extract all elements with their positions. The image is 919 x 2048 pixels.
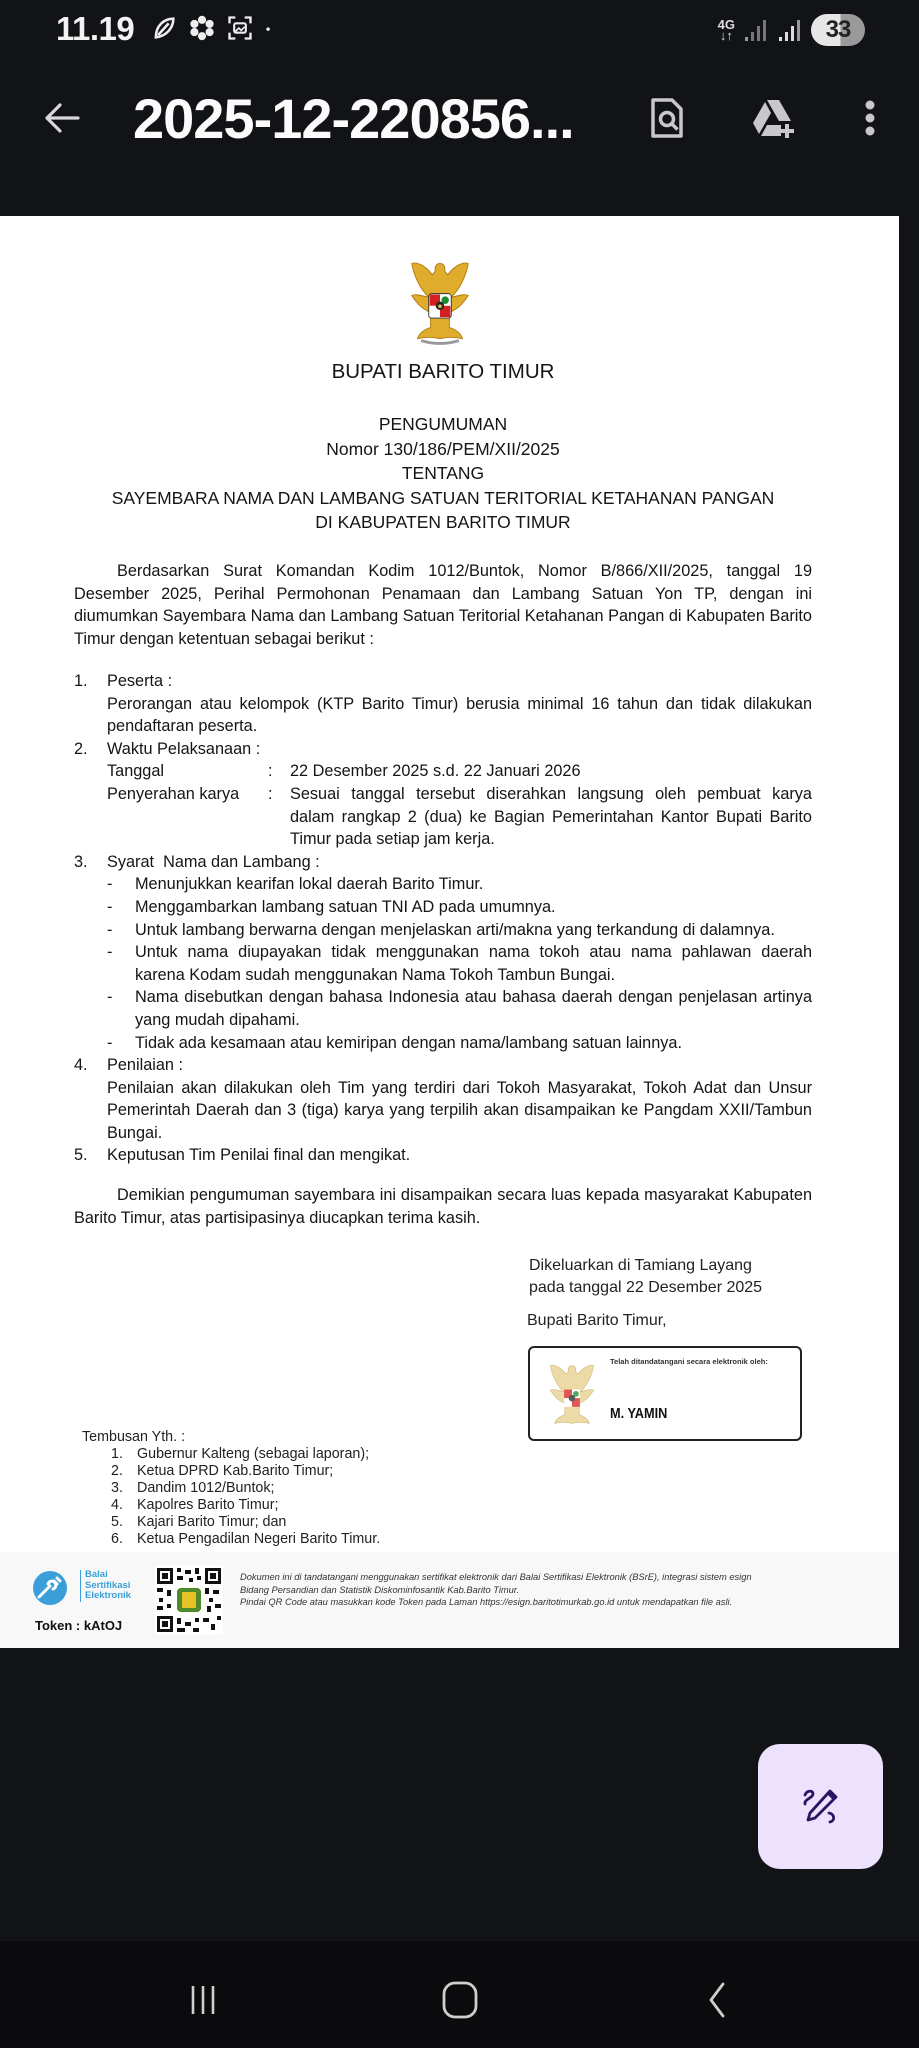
signal-icon-2 bbox=[777, 17, 803, 43]
item-title: Penilaian : bbox=[107, 1056, 184, 1075]
document-title: 2025-12-220856... bbox=[133, 87, 574, 150]
item-body: Perorangan atau kelompok (KTP Barito Timur) berusia minimal 16 tahun dan tidak dilakukan pendaftaran peserta. bbox=[107, 694, 812, 736]
app-bar bbox=[0, 70, 919, 166]
list-item: 4. Penilaian : Penilaian akan dilakukan oleh Tim yang terdiri dari Tokoh Masyarakat, Tokoh Adat dan Unsur Pemerintah Daerah dan 3 (tiga) karya yang terpilih akan disampaikan ke Pangdam XXII/Tambun Bungai. bbox=[74, 1054, 812, 1144]
announcement-subject-1: SAYEMBARA NAMA DAN LAMBANG SATUAN TERITORIAL KETAHANAN PANGAN bbox=[111, 487, 775, 508]
system-navigation-bar bbox=[0, 1941, 919, 2048]
authority-title: BUPATI BARITO TIMUR bbox=[331, 360, 555, 383]
esign-footer bbox=[0, 1552, 899, 1648]
qr-code-icon[interactable] bbox=[155, 1566, 223, 1634]
item-title: Peserta : bbox=[107, 672, 173, 690]
closing-paragraph: Demikian pengumuman sayembara ini disampaikan secara luas kepada masyarakat Kabupaten Barito Timur, atas partisipasinya diucapkan terima kasih. bbox=[74, 1186, 812, 1227]
list-item: 5. Keputusan Tim Penilai final dan mengikat. bbox=[74, 1144, 812, 1167]
nav-back-button[interactable] bbox=[687, 1975, 747, 2025]
annotate-fab-button[interactable] bbox=[758, 1744, 883, 1869]
dot-icon bbox=[264, 14, 278, 42]
screenshot-icon bbox=[226, 14, 254, 42]
item-title: Keputusan Tim Penilai final dan mengikat. bbox=[107, 1146, 411, 1165]
cc-item: 2. Ketua DPRD Kab.Barito Timur; bbox=[111, 1463, 334, 1479]
e-signature-note: Telah ditandatangani secara elektronik oleh: bbox=[610, 1357, 768, 1366]
garuda-emblem-icon bbox=[393, 256, 487, 350]
cc-item: 5. Kajari Barito Timur; dan bbox=[111, 1514, 287, 1530]
status-bar bbox=[0, 0, 919, 62]
home-button[interactable] bbox=[430, 1975, 490, 2025]
signal-icon bbox=[743, 17, 769, 43]
search-document-icon[interactable] bbox=[643, 94, 691, 142]
document-page[interactable] bbox=[0, 216, 899, 1648]
network-type: 4G ↓↑ bbox=[717, 17, 735, 43]
cc-item: 1. Gubernur Kalteng (sebagai laporan); bbox=[111, 1446, 370, 1462]
schedule-row: Penyerahan karya : Sesuai tanggal tersebut diserahkan langsung oleh pembuat karya dalam rangkap 2 (dua) ke Bagian Pemerintahan Kantor Bupati Barito Timur pada setiap jam kerja. bbox=[107, 784, 812, 849]
asterisk-icon bbox=[188, 14, 216, 42]
recents-button[interactable] bbox=[173, 1975, 233, 2025]
cc-item: 4. Kapolres Barito Timur; bbox=[111, 1497, 279, 1513]
e-signature-box bbox=[528, 1346, 802, 1441]
cc-item: 6. Ketua Pengadilan Negeri Barito Timur. bbox=[111, 1531, 381, 1547]
draw-annotate-icon bbox=[799, 1785, 843, 1829]
back-icon bbox=[697, 1980, 737, 2020]
more-vert-icon[interactable] bbox=[846, 94, 894, 142]
esign-notice: Dokumen ini di tandatangani menggunakan sertifikat elektronik dari Balai Sertifikasi Elektronik (BSrE), integrasi sistem esign Bidang Persandian dan Statistik Diskominfosantik Kab.Barito Timur. Pindai QR Code atau masukkan kode Token pada Laman https://esign.baritotimurkab.go.id untuk mendapatkan file asli. bbox=[240, 1572, 752, 1607]
provisions-list bbox=[74, 670, 812, 1167]
list-item: 2. Waktu Pelaksanaan : Tanggal : 22 Desember 2025 s.d. 22 Januari 2026 Penyerahan karya : Sesuai tanggal tersebut diserahkan langsung oleh pembuat karya dalam rangkap 2 (dua) ke Bagian Pemerintahan Kantor Bupati Barito Timur pada setiap jam kerja. bbox=[74, 738, 812, 851]
bsre-logo-icon bbox=[30, 1570, 70, 1606]
bullet-item: - Untuk lambang berwarna dengan menjelaskan arti/makna yang terkandung di dalamnya. bbox=[107, 920, 775, 939]
schedule-row: Tanggal : 22 Desember 2025 s.d. 22 Januari 2026 bbox=[107, 762, 581, 781]
list-item: 1. Peserta : Perorangan atau kelompok (KTP Barito Timur) berusia minimal 16 tahun dan tidak dilakukan pendaftaran peserta. bbox=[74, 670, 812, 738]
signer-title: Bupati Barito Timur, bbox=[527, 1312, 667, 1329]
cc-item: 3. Dandim 1012/Buntok; bbox=[111, 1480, 275, 1496]
issued-block bbox=[529, 1255, 762, 1299]
intro-paragraph: Berdasarkan Surat Komandan Kodim 1012/Buntok, Nomor B/866/XII/2025, tanggal 19 Desember 2025, Perihal Permohonan Penamaan dan Lambang Satuan Yon TP, dengan ini diumumkan Sayembara Nama dan Lambang Satuan Teritorial Ketahanan Pangan di Kabupaten Barito Timur dengan ketentuan sebagai berikut : bbox=[74, 562, 812, 648]
bullet-item: - Nama disebutkan dengan bahasa Indonesia atau bahasa daerah dengan penjelasan artinya yang mudah dipahami. bbox=[107, 988, 812, 1029]
carbon-copy-list bbox=[82, 1429, 380, 1548]
issued-date: pada tanggal 22 Desember 2025 bbox=[529, 1279, 763, 1296]
issued-place: Dikeluarkan di Tamiang Layang bbox=[529, 1257, 752, 1274]
announcement-about: TENTANG bbox=[401, 463, 485, 483]
bullet-item: - Untuk nama diupayakan tidak menggunakan nama tokoh atau nama pahlawan daerah karena Kodam sudah menggunakan Nama Tokoh Tambun Bungai. bbox=[107, 943, 812, 984]
bsre-label: Balai Sertifikasi Elektronik bbox=[80, 1570, 131, 1602]
garuda-emblem-icon bbox=[536, 1356, 608, 1436]
announcement-number: Nomor 130/186/PEM/XII/2025 bbox=[326, 438, 560, 459]
item-title: Waktu Pelaksanaan : bbox=[107, 739, 261, 758]
battery-indicator: 33 bbox=[811, 14, 865, 46]
announcement-type: PENGUMUMAN bbox=[378, 414, 508, 434]
item-title: Syarat Nama dan Lambang : bbox=[107, 852, 320, 871]
signer-name: M. YAMIN bbox=[610, 1405, 668, 1422]
token-code: Token : kAtOJ bbox=[35, 1618, 123, 1633]
list-item: 3. Syarat Nama dan Lambang : - Menunjukkan kearifan lokal daerah Barito Timur. - Menggambarkan lambang satuan TNI AD pada umumnya. - Untuk lambang berwarna dengan menjelaskan arti/makna yang terkandung di dalamnya. - Untuk nama diupayakan tidak menggunakan nama tokoh atau nama pahlawan daerah karena Kodam sudah menggunakan Nama Tokoh Tambun Bungai. - Nama disebutkan dengan bahasa Indonesia atau bahasa daerah dengan penjelasan artinya yang mudah dipahami. - Tidak ada kesamaan atau kemiripan dengan nama/lambang satuan lainnya. bbox=[74, 851, 812, 1054]
home-icon bbox=[438, 1978, 482, 2022]
leaf-icon bbox=[150, 14, 178, 42]
announcement-heading bbox=[0, 412, 886, 535]
item-body: Penilaian akan dilakukan oleh Tim yang terdiri dari Tokoh Masyarakat, Tokoh Adat dan Unsur Pemerintah Daerah dan 3 (tiga) karya yang terpilih akan disampaikan ke Pangdam XXII/Tambun Bungai. bbox=[107, 1078, 812, 1142]
bullet-item: - Tidak ada kesamaan atau kemiripan dengan nama/lambang satuan lainnya. bbox=[107, 1033, 682, 1052]
cc-title: Tembusan Yth. : bbox=[82, 1429, 186, 1445]
bullet-item: - Menggambarkan lambang satuan TNI AD pada umumnya. bbox=[107, 897, 556, 916]
back-icon[interactable] bbox=[38, 94, 86, 142]
drive-add-icon[interactable] bbox=[749, 94, 797, 142]
recents-icon bbox=[183, 1980, 223, 2020]
announcement-subject-2: DI KABUPATEN BARITO TIMUR bbox=[315, 512, 571, 532]
bullet-item: - Menunjukkan kearifan lokal daerah Barito Timur. bbox=[107, 875, 484, 894]
status-time: 11.19 bbox=[56, 10, 135, 47]
